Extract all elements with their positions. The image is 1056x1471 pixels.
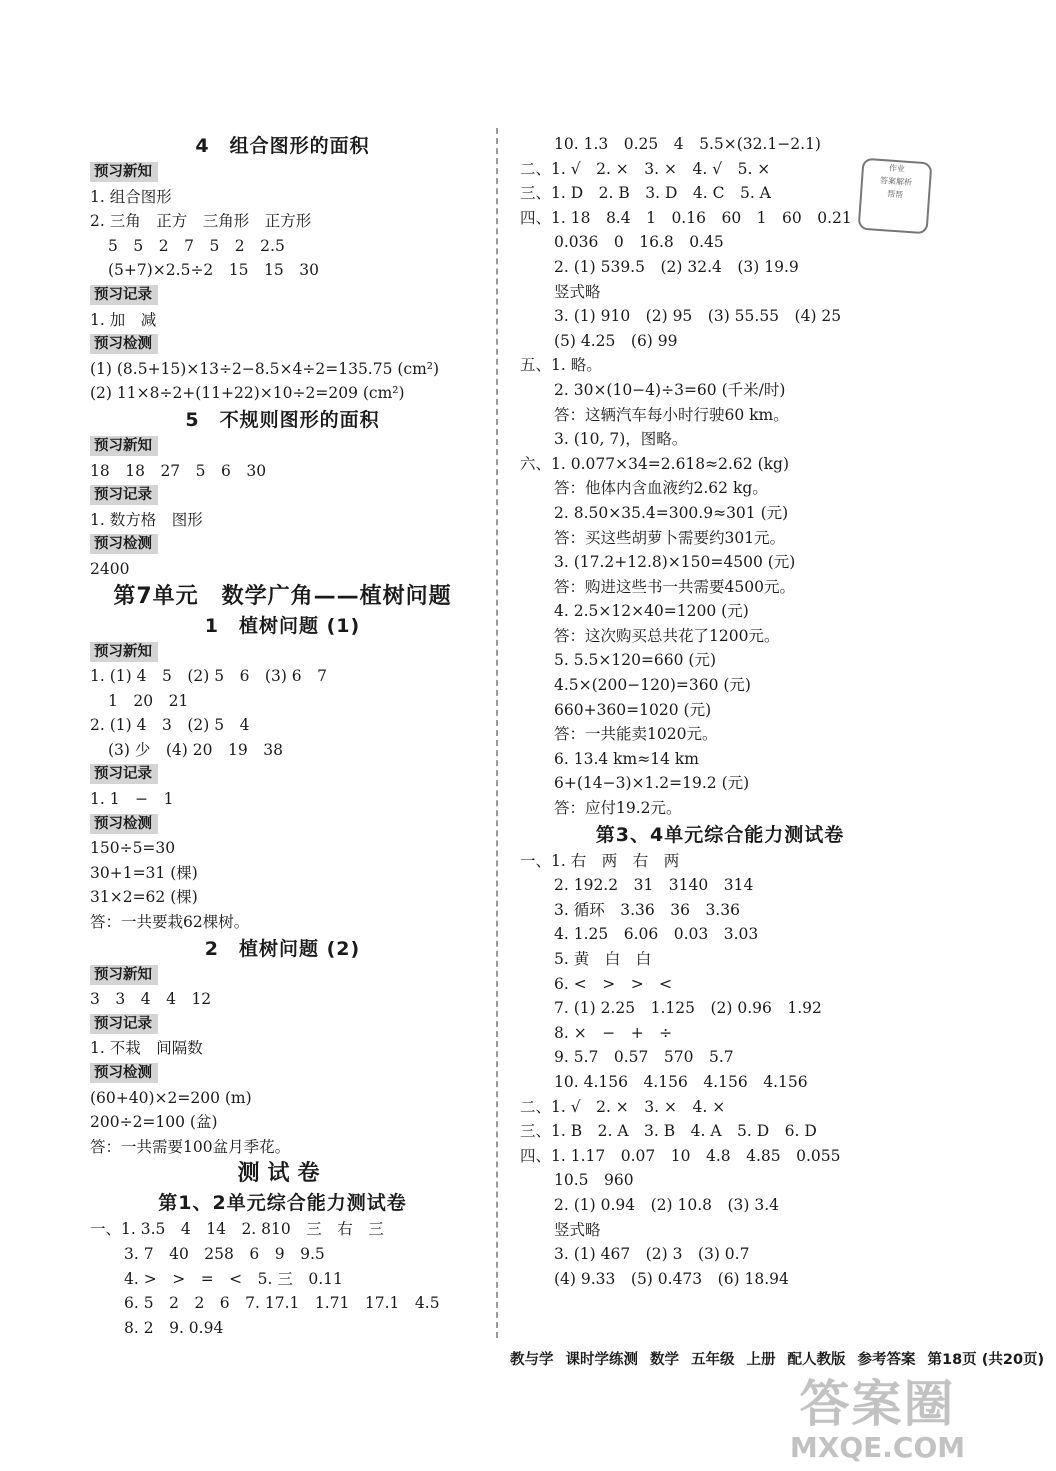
answer-line: 一、1. 3.5 4 14 2. 810 三 右 三 (90, 1220, 384, 1239)
answer-line: 2. (1) 0.94 (2) 10.8 (3) 3.4 (554, 1195, 780, 1214)
answer-line: 四、1. 1.17 0.07 10 4.8 4.85 0.055 (520, 1146, 841, 1165)
section-label-row (90, 963, 475, 988)
site-watermark: 答案圈 MXQE.COM (789, 1375, 966, 1464)
section-label: 预习记录 (90, 1014, 158, 1034)
section-label: 预习记录 (90, 285, 158, 305)
answer-line: 答：这次购买总共花了1200元。 (554, 626, 780, 645)
answer-line: 10. 4.156 4.156 4.156 4.156 (554, 1072, 808, 1091)
column-divider (496, 128, 498, 1338)
answer-line: 答：应付19.2元。 (554, 799, 682, 818)
left-column (90, 132, 475, 1340)
section-label: 预习检测 (90, 814, 158, 834)
answer-line: 7. (1) 2.25 1.125 (2) 0.96 1.92 (554, 999, 822, 1018)
footer-volume: 上册 (746, 1352, 776, 1368)
section-label: 预习检测 (90, 534, 158, 554)
page-number: 第18页 (共20页) (927, 1352, 1045, 1368)
answer-line: 10.5 960 (554, 1171, 634, 1190)
answer-line: 5 5 2 7 5 2 2.5 (108, 236, 285, 255)
answer-line: 6+(14−3)×1.2=19.2 (元) (554, 774, 750, 793)
section-label: 预习记录 (90, 764, 158, 784)
section-heading: 4 组合图形的面积 (195, 135, 370, 157)
answer-line: (60+40)×2=200 (m) (90, 1088, 252, 1107)
answer-line: 竖式略 (554, 282, 601, 301)
answer-line: 1. 数方格 图形 (90, 510, 203, 529)
section-heading: 1 植树问题 (1) (204, 614, 361, 637)
footer-subject: 数学 (650, 1352, 679, 1368)
answer-line: 1. 1 − 1 (90, 790, 174, 809)
answer-line: 2. (1) 4 3 (2) 5 4 (90, 716, 250, 735)
answer-line: 8. 2 9. 0.94 (124, 1318, 224, 1337)
right-column (520, 132, 920, 1291)
corner-stamp: 作业 答案解析 帮帮 (858, 158, 933, 235)
section-label-row (90, 160, 475, 185)
answer-line: (5) 4.25 (6) 99 (554, 331, 678, 350)
answer-line: 0.036 0 16.8 0.45 (554, 233, 724, 252)
answer-line: 六、1. 0.077×34=2.618≈2.62 (kg) (520, 454, 789, 473)
answer-line: 1. 组合图形 (90, 187, 172, 206)
section-label-row (90, 640, 475, 665)
section-label-row (90, 434, 475, 459)
answer-line: (3) 少 (4) 20 19 38 (108, 740, 283, 759)
section-label: 预习新知 (90, 642, 158, 662)
answer-line: 竖式略 (554, 1220, 601, 1239)
answer-line: 6. 5 2 2 6 7. 17.1 1.71 17.1 4.5 (124, 1294, 440, 1313)
section-heading: 第3、4单元综合能力测试卷 (595, 823, 845, 846)
answer-line: 4. 1.25 6.06 0.03 3.03 (554, 925, 759, 944)
section-label: 预习检测 (90, 334, 158, 354)
answer-line: 3. (17.2+12.8)×150=4500 (元) (554, 553, 796, 572)
answer-line: 1. 不栽 间隔数 (90, 1039, 203, 1058)
answer-line: 二、1. √ 2. × 3. × 4. √ 5. × (520, 159, 771, 178)
answer-line: 2. 30×(10−4)÷3=60 (千米/时) (554, 380, 786, 399)
section-label: 预习新知 (90, 965, 158, 985)
answer-line: 答：买这些胡萝卜需要约301元。 (554, 528, 786, 547)
answer-line: 31×2=62 (棵) (90, 888, 198, 907)
answer-line: 答：他体内含血液约2.62 kg。 (554, 479, 768, 498)
section-heading: 5 不规则图形的面积 (185, 408, 380, 431)
answer-line: 2. 8.50×35.4=300.9≈301 (元) (554, 503, 789, 522)
section-heading: 第1、2单元综合能力测试卷 (158, 1192, 407, 1215)
answer-line: 1. 加 减 (90, 310, 157, 329)
footer-section: 参考答案 (857, 1352, 916, 1368)
section-label-row (90, 812, 475, 837)
answer-line: 答：这辆汽车每小时行驶60 km。 (554, 405, 789, 424)
answer-line: 18 18 27 5 6 30 (90, 461, 267, 480)
section-label-row (90, 332, 475, 357)
answer-line: 150÷5=30 (90, 839, 176, 858)
answer-line: 2. (1) 539.5 (2) 32.4 (3) 19.9 (554, 257, 799, 276)
section-label: 预习记录 (90, 485, 158, 505)
answer-line: (4) 9.33 (5) 0.473 (6) 18.94 (554, 1269, 789, 1288)
footer-edition: 配人教版 (787, 1352, 846, 1368)
answer-line: 三、1. B 2. A 3. B 4. A 5. D 6. D (520, 1122, 817, 1141)
section-label: 预习新知 (90, 162, 158, 182)
section-label: 预习检测 (90, 1063, 158, 1083)
answer-line: 8. × − + ÷ (554, 1023, 673, 1042)
section-label-row (90, 283, 475, 308)
section-heading: 2 植树问题 (2) (204, 937, 361, 960)
unit-heading: 第7单元 数学广角——植树问题 (113, 583, 452, 609)
answer-line: (1) (8.5+15)×13÷2−8.5×4÷2=135.75 (cm²) (90, 359, 440, 378)
answer-line: 3. 循环 3.36 36 3.36 (554, 900, 740, 919)
answer-line: 五、1. 略。 (520, 356, 602, 375)
answer-line: 二、1. √ 2. × 3. × 4. × (520, 1097, 726, 1116)
answer-line: 5. 5.5×120=660 (元) (554, 651, 717, 670)
answer-line: 3. 7 40 258 6 9 9.5 (124, 1244, 325, 1263)
section-label-row (90, 483, 475, 508)
answer-line: 3. (1) 910 (2) 95 (3) 55.55 (4) 25 (554, 307, 842, 326)
answer-line: 4. 2.5×12×40=1200 (元) (554, 602, 749, 621)
footer-grade: 五年级 (691, 1352, 735, 1368)
answer-line: 30+1=31 (棵) (90, 863, 198, 882)
footer-series: 教与学 (510, 1352, 554, 1368)
answer-line: 3 3 4 4 12 (90, 990, 212, 1009)
answer-line: 4. > > = < 5. 三 0.11 (124, 1269, 343, 1288)
section-label-row (90, 1061, 475, 1086)
page-footer (510, 1348, 1045, 1369)
answer-line: 6. 13.4 km≈14 km (554, 749, 699, 768)
answer-line: 答：一共要栽62棵树。 (90, 913, 250, 932)
answer-line: 4.5×(200−120)=360 (元) (554, 676, 751, 695)
answer-line: 3. (10, 7)，图略。 (554, 430, 688, 449)
answer-line: 四、1. 18 8.4 1 0.16 60 1 60 0.21 (520, 208, 852, 227)
answer-line: 660+360=1020 (元) (554, 700, 712, 719)
answer-line: 一、1. 右 两 右 两 (520, 851, 680, 870)
answer-line: 三、1. D 2. B 3. D 4. C 5. A (520, 184, 771, 203)
answer-line: 5. 黄 白 白 (554, 950, 652, 968)
answer-line: 1. (1) 4 5 (2) 5 6 (3) 6 7 (90, 667, 328, 686)
answer-line: 2400 (90, 559, 130, 578)
section-label-row (90, 1012, 475, 1037)
answer-line: 答：购进这些书一共需要4500元。 (554, 577, 795, 596)
answer-line: 9. 5.7 0.57 570 5.7 (554, 1048, 734, 1067)
answer-line: 答：一共需要100盆月季花。 (90, 1137, 291, 1156)
answer-line: 2. 三角 正方 三角形 正方形 (90, 212, 312, 231)
answer-line: 2. 192.2 31 3140 314 (554, 876, 754, 895)
answer-line: 3. (1) 467 (2) 3 (3) 0.7 (554, 1245, 750, 1264)
unit-heading: 测试卷 (237, 1161, 328, 1187)
answer-line: 答：一共能卖1020元。 (554, 725, 718, 744)
answer-line: (5+7)×2.5÷2 15 15 30 (108, 261, 319, 280)
answer-line: 10. 1.3 0.25 4 5.5×(32.1−2.1) (554, 135, 821, 153)
answer-line: 1 20 21 (108, 691, 189, 710)
section-label-row (90, 762, 475, 787)
section-label: 预习新知 (90, 436, 158, 456)
section-label-row (90, 532, 475, 557)
answer-line: (2) 11×8÷2+(11+22)×10÷2=209 (cm²) (90, 384, 405, 403)
answer-line: 6. < > > < (554, 974, 673, 993)
footer-book: 课时学练测 (565, 1352, 638, 1368)
answer-line: 200÷2=100 (盆) (90, 1113, 218, 1132)
